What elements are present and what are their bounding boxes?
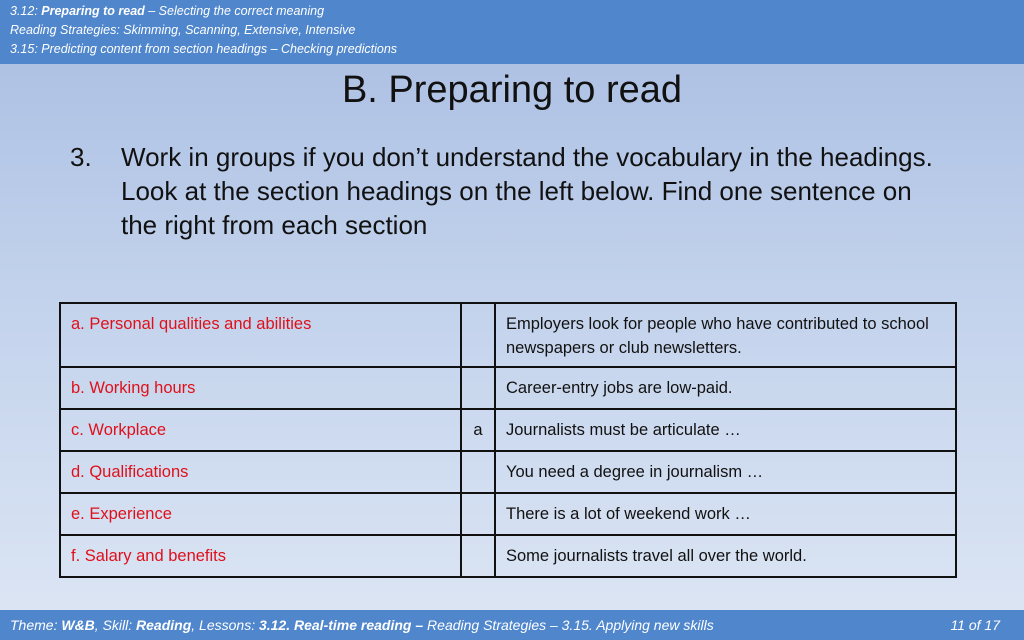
answer-cell [461, 493, 495, 535]
section-heading-cell: c. Workplace [60, 409, 461, 451]
section-heading-cell: e. Experience [60, 493, 461, 535]
footer-skill-value: Reading [136, 617, 192, 633]
header-code: 3.12: [10, 4, 42, 18]
slide-title: B. Preparing to read [341, 69, 683, 111]
sentence-cell: Journalists must be articulate … [495, 409, 956, 451]
answer-cell [461, 451, 495, 493]
sentence-cell: Employers look for people who have contributed to school newspapers or club newsletters. [495, 303, 956, 367]
sentence-cell: Career-entry jobs are low-paid. [495, 367, 956, 409]
sentence-cell: Some journalists travel all over the world. [495, 535, 956, 577]
section-heading-cell: a. Personal qualities and abilities [60, 303, 461, 367]
table-row [60, 367, 956, 409]
answer-cell [461, 303, 495, 367]
section-heading-cell: f. Salary and benefits [60, 535, 461, 577]
sentence-cell: There is a lot of weekend work … [495, 493, 956, 535]
section-heading-cell: d. Qualifications [60, 451, 461, 493]
table-row [60, 535, 956, 577]
page-number: 11 of 17 [950, 617, 1000, 633]
footer-skill-label: , Skill: [94, 617, 137, 633]
header-line-1 [10, 2, 1024, 21]
header-line-3: 3.15: Predicting content from section headings – Checking predictions [10, 42, 398, 56]
table-row [60, 451, 956, 493]
header-line-2: Reading Strategies: Skimming, Scanning, Extensive, Intensive [10, 23, 356, 37]
footer-lessons-rest: Reading Strategies – 3.15. Applying new skills [423, 617, 714, 633]
instruction-number: 3. [70, 142, 92, 172]
answer-cell: a [461, 409, 495, 451]
answer-cell [461, 367, 495, 409]
table-row [60, 303, 956, 367]
table-row [60, 493, 956, 535]
matching-table [59, 302, 957, 578]
section-heading-cell: b. Working hours [60, 367, 461, 409]
answer-cell [461, 535, 495, 577]
sentence-cell: You need a degree in journalism … [495, 451, 956, 493]
bottom-banner [0, 610, 1024, 640]
footer-theme-label: Theme: [10, 617, 62, 633]
header-rest: – Selecting the correct meaning [144, 4, 325, 18]
header-bold-topic: Preparing to read [41, 4, 145, 18]
footer-lessons-label: , Lessons: [191, 617, 259, 633]
instruction-text: Work in groups if you don’t understand the vocabulary in the headings. Look at the section headings on the left below. Find one sentence on the right from each section [121, 142, 933, 240]
instruction [70, 140, 950, 242]
footer-theme-value: W&B [61, 617, 95, 633]
table-row [60, 409, 956, 451]
footer-lessons-value: 3.12. Real-time reading – [258, 617, 424, 633]
top-banner [0, 0, 1024, 64]
